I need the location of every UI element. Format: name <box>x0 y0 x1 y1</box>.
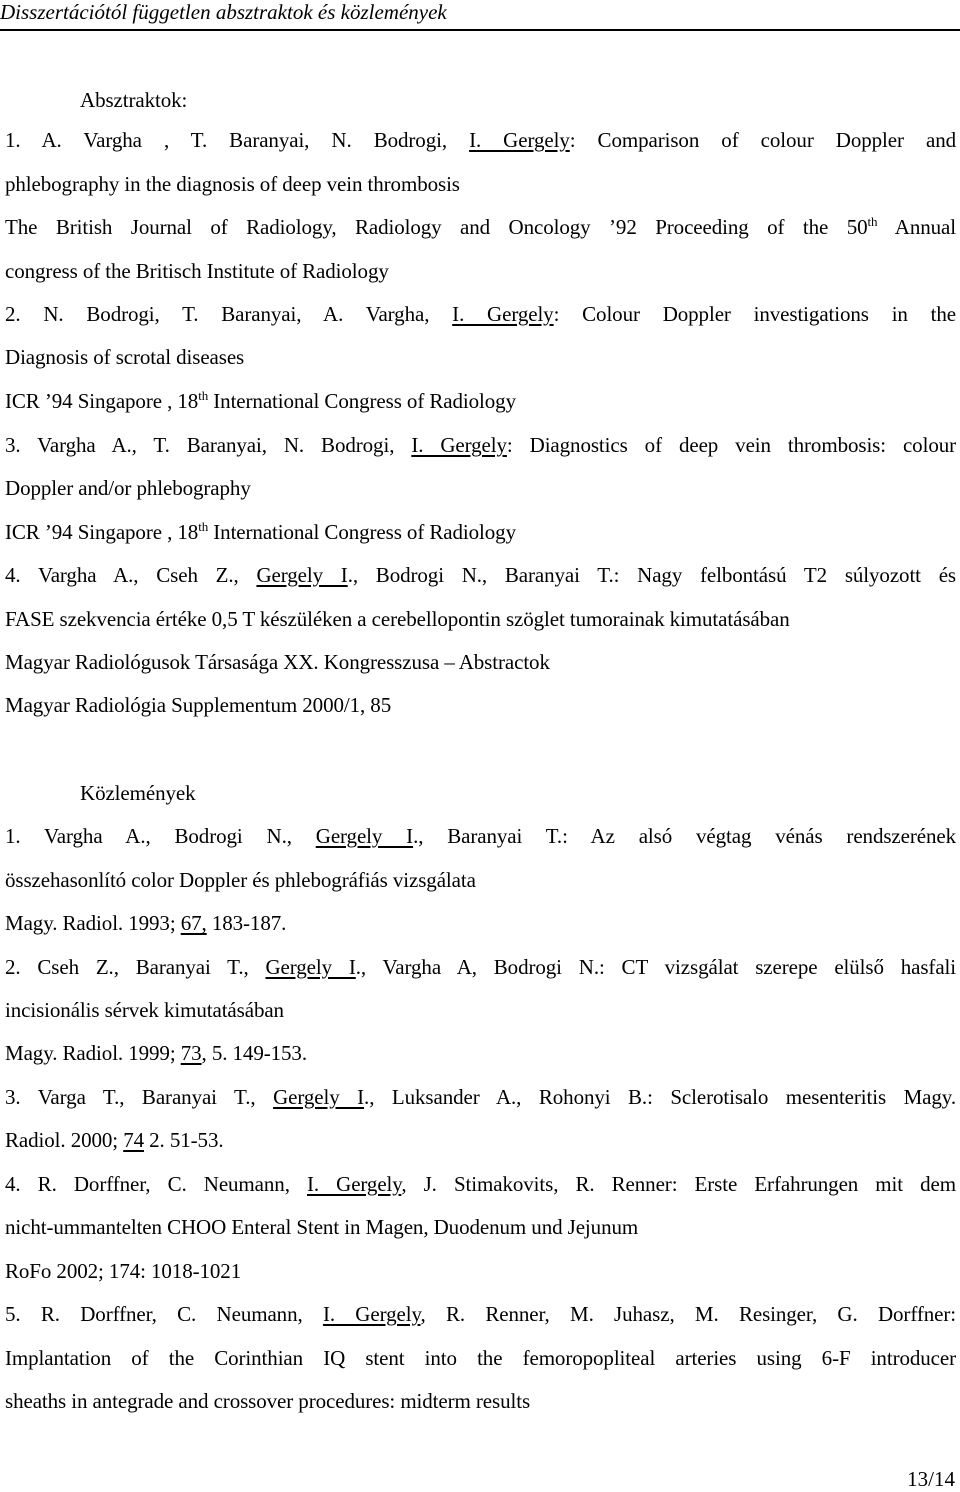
abstract-4-authors: 4. Vargha A., Cseh Z., Gergely I., Bodrogi N., Baranyai T.: Nagy felbontású T2 súlyozott és <box>5 563 956 587</box>
abstracts-heading: Absztraktok: <box>80 88 188 112</box>
author-highlight: Gergely I <box>273 1085 365 1109</box>
publication-4-authors: 4. R. Dorffner, C. Neumann, I. Gergely, J. Stimakovits, R. Renner: Erste Erfahrungen mit dem <box>5 1172 956 1196</box>
abstract-1-authors: 1. A. Vargha , T. Baranyai, N. Bodrogi, I. Gergely: Comparison of colour Doppler and <box>5 128 956 152</box>
abstract-2-title: Diagnosis of scrotal diseases <box>5 345 245 369</box>
publication-5-title-cont: sheaths in antegrade and crossover procedures: midterm results <box>5 1389 531 1413</box>
author-highlight: I. Gergely <box>306 1172 402 1196</box>
abstract-1-source-cont: congress of the Britisch Institute of Radiology <box>5 259 389 283</box>
publication-2-authors: 2. Cseh Z., Baranyai T., Gergely I., Vargha A, Bodrogi N.: CT vizsgálat szerepe elülső hasfali <box>5 955 957 979</box>
abstract-4-source: Magyar Radiológusok Társasága XX. Kongresszusa – Abstractok <box>5 650 550 674</box>
publication-1-title: összehasonlító color Doppler és phlebográfiás vizsgálata <box>5 868 476 892</box>
abstract-2-authors: 2. N. Bodrogi, T. Baranyai, A. Vargha, I. Gergely: Colour Doppler investigations in the <box>5 302 956 326</box>
author-highlight: Gergely I <box>315 824 414 848</box>
volume-number: 67, <box>180 911 207 935</box>
author-highlight: Gergely I <box>256 563 348 587</box>
publications-heading: Közlemények <box>80 781 196 805</box>
publication-3-authors: 3. Varga T., Baranyai T., Gergely I., Luksander A., Rohonyi B.: Sclerotisalo mesenteritis Magy. <box>5 1085 956 1109</box>
publication-3-journal: Radiol. 2000; 74 2. 51-53. <box>5 1128 224 1152</box>
author-highlight: I. Gergely <box>411 433 507 457</box>
page-header: Disszertációtól független absztraktok és közlemények <box>0 0 447 24</box>
abstract-2-source: ICR ’94 Singapore , 18th International Congress of Radiology <box>5 388 516 413</box>
publication-1-journal: Magy. Radiol. 1993; 67, 183-187. <box>5 911 287 935</box>
abstract-3-authors: 3. Vargha A., T. Baranyai, N. Bodrogi, I. Gergely: Diagnostics of deep vein thrombosis: colour <box>5 433 957 457</box>
author-highlight: I. Gergely <box>322 1302 421 1326</box>
abstract-4-title: FASE szekvencia értéke 0,5 T készüléken a cerebellopontin szöglet tumorainak kimutatásában <box>5 607 790 631</box>
page-number: 13/14 <box>907 1467 955 1491</box>
publication-5-title: Implantation of the Corinthian IQ stent into the femoropopliteal arteries using 6-F introducer <box>5 1346 956 1370</box>
publication-4-source: RoFo 2002; 174: 1018-1021 <box>5 1259 242 1283</box>
abstract-1-source: The British Journal of Radiology, Radiology and Oncology ’92 Proceeding of the 50th Annual <box>5 214 957 239</box>
author-highlight: I. Gergely <box>469 128 570 152</box>
volume-number: 74 <box>123 1128 144 1152</box>
publication-2-journal: Magy. Radiol. 1999; 73, 5. 149-153. <box>5 1041 307 1065</box>
publication-1-authors: 1. Vargha A., Bodrogi N., Gergely I., Baranyai T.: Az alsó végtag vénás rendszerének <box>5 824 956 848</box>
abstract-3-source: ICR ’94 Singapore , 18th International Congress of Radiology <box>5 519 516 544</box>
header-rule <box>0 29 960 31</box>
author-highlight: Gergely I <box>265 955 356 979</box>
abstract-1-title: phlebography in the diagnosis of deep vein thrombosis <box>5 172 460 196</box>
publication-5-authors: 5. R. Dorffner, C. Neumann, I. Gergely, R. Renner, M. Juhasz, M. Resinger, G. Dorffner: <box>5 1302 956 1326</box>
publication-4-title: nicht-ummantelten CHOO Enteral Stent in Magen, Duodenum und Jejunum <box>5 1215 639 1239</box>
publication-2-title: incisionális sérvek kimutatásában <box>5 998 284 1022</box>
abstract-3-title: Doppler and/or phlebography <box>5 476 251 500</box>
author-highlight: I. Gergely <box>452 302 554 326</box>
abstract-4-source-cont: Magyar Radiológia Supplementum 2000/1, 85 <box>5 693 392 717</box>
volume-number: 73 <box>180 1041 202 1065</box>
